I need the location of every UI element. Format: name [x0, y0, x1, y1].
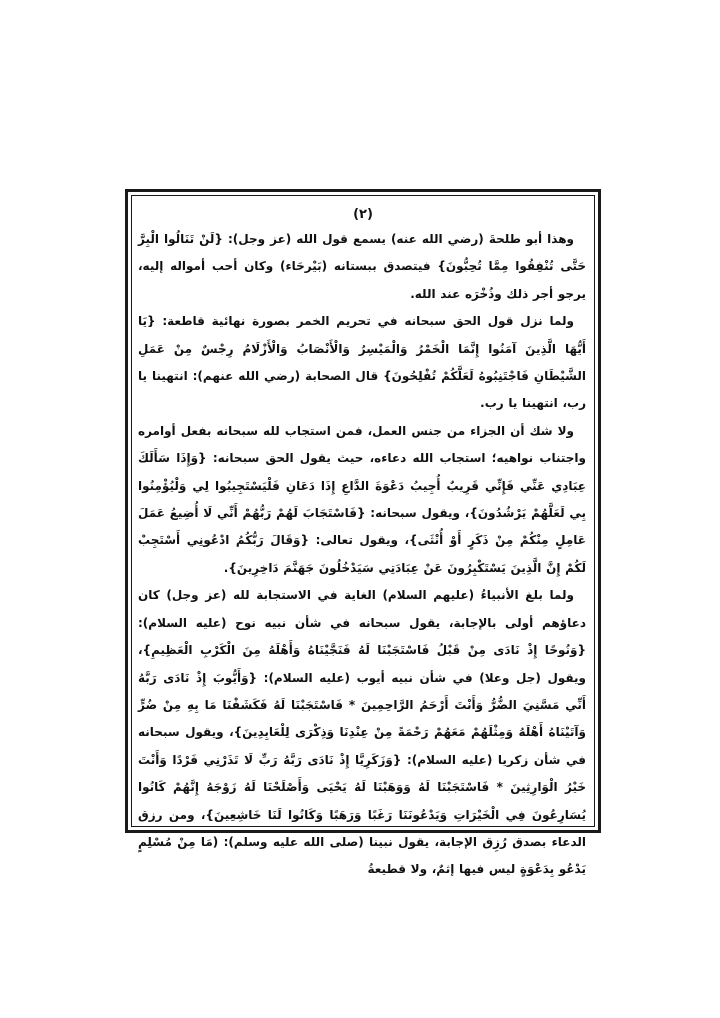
body-text	[138, 226, 586, 884]
paragraph-abu-talha: وهذا أبو طلحةَ (رضي الله عنه) يسمع قول الله (عز وجل): {لَنْ تَنَالُوا الْبِرَّ حَتَّى تُنْفِقُوا مِمَّا تُحِبُّونَ} فيتصدق ببستانه (بَيْرحَاء) وكان أحب أمواله إليه، يرجو أجر ذلك وذُخْرَه عند الله.	[138, 232, 586, 301]
paragraph-reward-of-response: ولا شك أن الجزاء من جنس العمل، فمن استجاب لله سبحانه بفعل أوامره واجتناب نواهيه؛ استجاب الله دعاءه، حيث يقول الحق سبحانه: {وَإِذَا سَأَلَكَ عِبَادِي عَنِّي فَإِنِّي قَرِيبٌ أُجِيبُ دَعْوَةَ الدَّاعِ إِذَا دَعَانِ فَلْيَسْتَجِيبُوا لِي وَلْيُؤْمِنُوا بِي لَعَلَّهُمْ يَرْشُدُونَ}، ويقول سبحانه: {فَاسْتَجَابَ لَهُمْ رَبُّهُمْ أَنِّي لَا أُضِيعُ عَمَلَ عَامِلٍ مِنْكُمْ مِنْ ذَكَرٍ أَوْ أُنْثَى}، ويقول تعالى: {وَقَالَ رَبُّكُمُ ادْعُونِي أَسْتَجِبْ لَكُمْ إِنَّ الَّذِينَ يَسْتَكْبِرُونَ عَنْ عِبَادَتِي سَيَدْخُلُونَ جَهَنَّمَ دَاخِرِينَ}.	[138, 423, 586, 575]
text-frame	[125, 189, 601, 877]
page-number: (٢)	[353, 207, 373, 222]
paragraph-khamr-prohibition: ولما نزل قول الحق سبحانه في تحريم الخمر بصورة نهائية قاطعة: {يَا أَيُّهَا الَّذِينَ آمَنُوا إِنَّمَا الْخَمْرُ وَالْمَيْسِرُ وَالْأَنْصَابُ وَالْأَزْلَامُ رِجْسٌ مِنْ عَمَلِ الشَّيْطَانِ فَاجْتَنِبُوهُ لَعَلَّكُمْ تُفْلِحُونَ} قال الصحابة (رضي الله عنهم): انتهينا يا رب، انتهينا يا رب.	[138, 314, 586, 411]
paragraph-prophets-supplication: ولما بلغ الأنبياءُ (عليهم السلام) الغاية في الاستجابة لله (عز وجل) كان دعاؤهم أولى بالإجابة، يقول سبحانه في شأن نبيه نوح (عليه السلام): {وَنُوحًا إِذْ نَادَى مِنْ قَبْلُ فَاسْتَجَبْنَا لَهُ فَنَجَّيْنَاهُ وَأَهْلَهُ مِنَ الْكَرْبِ الْعَظِيمِ}، ويقول (جل وعلا) في شأن نبيه أيوب (عليه السلام): {وَأَيُّوبَ إِذْ نَادَى رَبَّهُ أَنِّي مَسَّنِيَ الضُّرُّ وَأَنْتَ أَرْحَمُ الرَّاحِمِينَ * فَاسْتَجَبْنَا لَهُ فَكَشَفْنَا مَا بِهِ مِنْ ضُرٍّ وَآتَيْنَاهُ أَهْلَهُ وَمِثْلَهُمْ مَعَهُمْ رَحْمَةً مِنْ عِنْدِنَا وَذِكْرَى لِلْعَابِدِينَ}، ويقول سبحانه في شأن زكريا (عليه السلام): {وَزَكَرِيَّا إِذْ نَادَى رَبَّهُ رَبِّ لَا تَذَرْنِي فَرْدًا وَأَنْتَ خَيْرُ الْوَارِثِينَ * فَاسْتَجَبْنَا لَهُ وَوَهَبْنَا لَهُ يَحْيَى وَأَصْلَحْنَا لَهُ زَوْجَهُ إِنَّهُمْ كَانُوا يُسَارِعُونَ فِي الْخَيْرَاتِ وَيَدْعُونَنَا رَغَبًا وَرَهَبًا وَكَانُوا لَنَا خَاشِعِينَ}، ومن رزق الدعاء بصدق رُزِق الإجابة، يقول نبينا (صلى الله عليه وسلم): (مَا مِنْ مُسْلِمٍ يَدْعُو بِدَعْوَةٍ ليس فيها إثمٌ، ولا قطيعةُ	[138, 588, 586, 877]
